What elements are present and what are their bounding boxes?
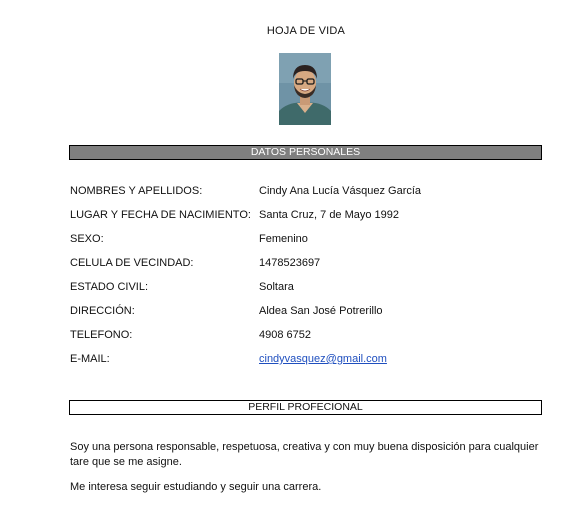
section-header-personal-data: DATOS PERSONALES: [69, 145, 542, 160]
field-label-name: NOMBRES Y APELLIDOS:: [70, 185, 203, 197]
profile-paragraph-2: Me interesa seguir estudiando y seguir una carrera.: [70, 481, 322, 493]
section-header-profile: PERFIL PROFECIONAL: [69, 400, 542, 415]
field-value-id-card: 1478523697: [259, 257, 321, 269]
field-value-phone: 4908 6752: [259, 329, 311, 341]
field-label-civil-status: ESTADO CIVIL:: [70, 281, 149, 293]
field-value-birth: Santa Cruz, 7 de Mayo 1992: [259, 209, 400, 221]
field-value-sex: Femenino: [259, 233, 308, 245]
field-value-name: Cindy Ana Lucía Vásquez García: [259, 185, 422, 197]
field-label-sex: SEXO:: [70, 233, 104, 245]
field-label-birth: LUGAR Y FECHA DE NACIMIENTO:: [70, 209, 251, 221]
profile-photo: [279, 53, 331, 125]
profile-paragraph-1: Soy una persona responsable, respetuosa, creativa y con muy buena disposición para cualquier tare que se me asigne.: [70, 441, 539, 468]
field-value-civil-status: Soltara: [259, 281, 294, 293]
field-label-id-card: CELULA DE VECINDAD:: [70, 257, 194, 269]
field-label-email: E-MAIL:: [70, 353, 110, 365]
field-label-address: DIRECCIÓN:: [70, 305, 135, 317]
email-link[interactable]: cindyvasquez@gmail.com: [259, 353, 387, 365]
field-value-address: Aldea San José Potrerillo: [259, 305, 383, 317]
field-label-phone: TELEFONO:: [70, 329, 133, 341]
document-title: HOJA DE VIDA: [266, 25, 346, 37]
